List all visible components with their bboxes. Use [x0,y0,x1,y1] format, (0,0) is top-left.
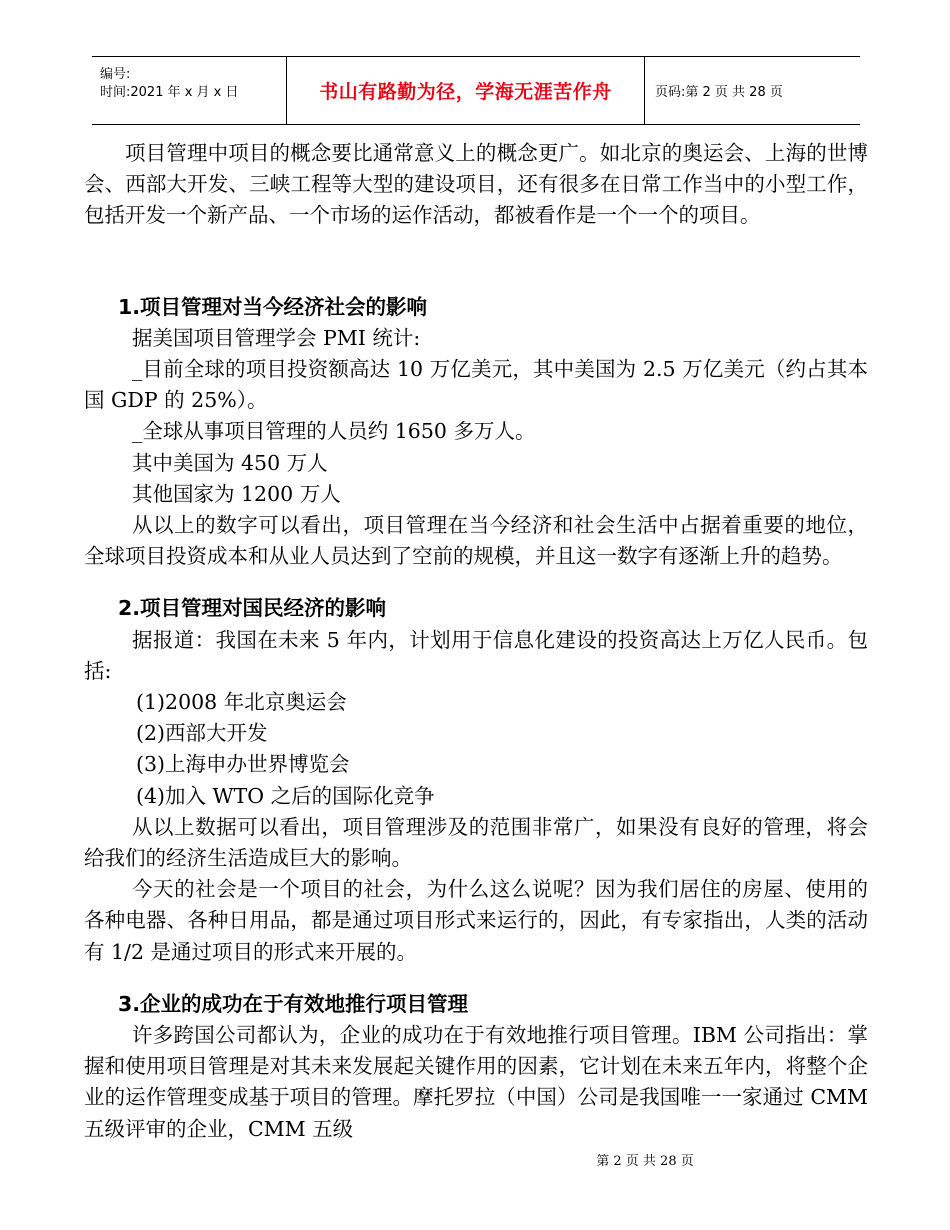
section-2-list-item: (2)西部大开发 [136,721,268,746]
section-1-stat-investment: _目前全球的项目投资额高达 10 万亿美元，其中美国为 2.5 万亿美元（约占其本国 GDP 的 25%）。 [84,357,868,413]
header-motto: 书山有路勤为径，学海无涯苦作舟 [319,81,612,103]
page-footer [0,1150,950,1169]
section-1-conclusion: 从以上的数字可以看出，项目管理在当今经济和社会生活中占据着重要的地位，全球项目投资成本和从业人员达到了空前的规模，并且这一数字有逐渐上升的趋势。 [84,513,868,569]
footer-page-number: 第 2 页 共 28 页 [596,1154,694,1169]
section-1-stat-us: 其中美国为 450 万人 [132,450,328,475]
document-body [84,138,868,1145]
section-2-society-paragraph: 今天的社会是一个项目的社会，为什么这么说呢？因为我们居住的房屋、使用的各种电器、各种日用品，都是通过项目形式来运行的，因此，有专家指出，人类的活动有 1/2 是通过项目的形式来开展的。 [84,877,868,964]
document-number-label: 编号: [100,67,131,82]
section-2-list-item: (4)加入 WTO 之后的国际化竞争 [136,783,435,808]
section-2-list-item: (3)上海申办世界博览会 [136,752,350,777]
section-1-source: 据美国项目管理学会 PMI 统计: [132,325,421,350]
section-1-heading: 1.项目管理对当今经济社会的影响 [118,294,428,319]
section-1-stat-other: 其他国家为 1200 万人 [132,481,341,506]
section-3-paragraph: 许多跨国公司都认为，企业的成功在于有效地推行项目管理。IBM 公司指出：掌握和使用项目管理是对其未来发展起关键作用的因素，它计划在未来五年内，将整个企业的运作管理变成基于项目的管理。摩托罗拉（中国）公司是我国唯一一家通过 CMM 五级评审的企业，CMM 五级 [84,1023,868,1141]
header-info-cell [92,57,287,124]
section-2-list-item: (1)2008 年北京奥运会 [136,690,347,715]
section-2-conclusion: 从以上数据可以看出，项目管理涉及的范围非常广，如果没有良好的管理，将会给我们的经济生活造成巨大的影响。 [84,814,868,871]
header-page-info: 页码:第 2 页 共 28 页 [655,85,783,100]
page-header [92,56,860,125]
header-page-cell [645,57,860,124]
intro-paragraph: 项目管理中项目的概念要比通常意义上的概念更广。如北京的奥运会、上海的世博会、西部大开发、三峡工程等大型的建设项目，还有很多在日常工作当中的小型工作，包括开发一个新产品、一个市场的运作活动，都被看作是一个一个的项目。 [84,141,868,228]
header-motto-cell [287,57,645,124]
section-2-report: 据报道：我国在未来 5 年内，计划用于信息化建设的投资高达上万亿人民币。包括: [84,627,868,683]
section-2-heading: 2.项目管理对国民经济的影响 [118,596,387,621]
section-3-heading: 3.企业的成功在于有效地推行项目管理 [118,991,469,1016]
document-time-label: 时间:2021 年 x 月 x 日 [100,85,239,100]
section-1-stat-people: _全球从事项目管理的人员约 1650 多万人。 [132,419,536,444]
